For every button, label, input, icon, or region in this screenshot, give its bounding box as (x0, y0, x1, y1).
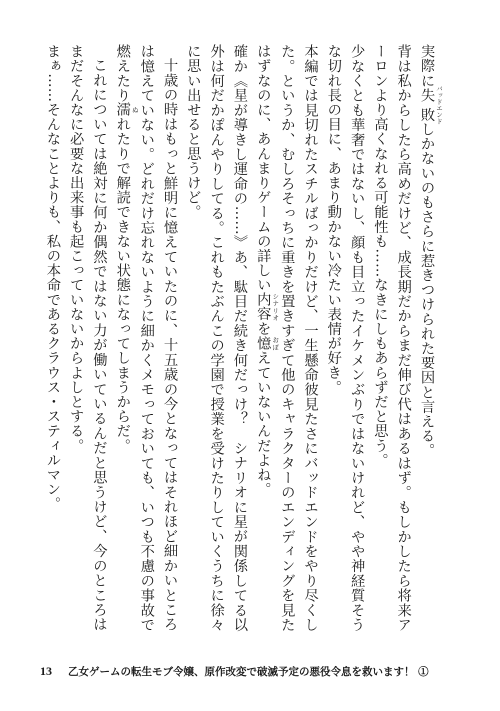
paragraph (415, 44, 443, 632)
paragraph (41, 44, 64, 632)
ruby-reading: シナリオ (271, 292, 280, 322)
book-title: 乙女ゲームの転生モブ令嬢、原作改変で破滅予定の悪役令息を救います！ ① (68, 665, 429, 678)
text-run: しかないのもさらに惹きつけられた要因と言える。 (419, 121, 435, 458)
paragraph (322, 44, 369, 632)
ruby-word (419, 85, 443, 125)
paragraph (64, 44, 111, 632)
text-run: 十歳の時はもっと鮮明に憶えていたのに、十五歳の今となってはそれほど細かいところは憶えていない。どれだけ忘れないように細かくメモっておいても、いつも不慮の事故で燃えたり (114, 44, 179, 632)
text-run: を (255, 321, 272, 337)
text-run: えていないんだよね。 (255, 350, 272, 497)
paragraph (110, 44, 181, 632)
ruby-word (255, 292, 280, 322)
body-text (44, 44, 443, 632)
text-run: 少なくとも華奢ではないし、顔も目立ったイケメンぶりではないけれど、やや神経質そうな切れ長の目に、あまり動かない冷たい表情が好き。 (325, 44, 366, 632)
ruby-base: 憶 (255, 336, 272, 351)
paragraph (251, 44, 322, 632)
ruby-base: 失敗 (419, 85, 435, 125)
text-run: まぁ……そんなことよりも、私の本命であるクラウス・スティルマン。 (44, 44, 61, 512)
text-run: れたりで解読できない状態になってしまうからだ。 (114, 117, 131, 453)
paragraph (181, 44, 251, 632)
text-run: 実際に (419, 44, 435, 88)
text-run: 背は私からしたら高めだけど、成長期だからまだ伸び代はあるはず。もしかしたら将来アーロンより高くなれる可能性も……なきにしもあらずだと思う。 (372, 44, 412, 632)
ruby-word (255, 336, 280, 351)
ruby-word (114, 102, 139, 118)
ruby-reading: おぼ (271, 336, 280, 351)
page-number: 13 (40, 663, 52, 678)
ruby-reading: ぬ (130, 102, 139, 117)
ruby-reading: バッドエンド (435, 85, 443, 125)
page-footer (40, 662, 470, 680)
ruby-base: 内容 (255, 292, 272, 322)
text-run: これについては絶対に何か偶然ではない力が働いているんだと思うけど、今のところはまだそんなに必要な出来事も起こっていないからよしとする。 (68, 44, 108, 632)
paragraph (368, 44, 415, 632)
text-run: 確か《星が導きし運命の……》あ、駄目だ続き何だっけ？ シナリオに星が関係してる以外は何だかぽんやりしてる。これもたぶんこの学園で授業を受けたりしていくうちに徐々に思い出せると思うけど。 (185, 44, 248, 632)
ruby-base: 濡 (114, 102, 131, 118)
text-run: 本編では見切れたスチルばっかりだけど、一生懸命彼見たさにバッドエンドをやり尽くした。というか、むしろそっちに重きを置きすぎて他のキャラクターのエンディングを見たはずなのに、あんまりゲームの詳しい (255, 44, 319, 632)
